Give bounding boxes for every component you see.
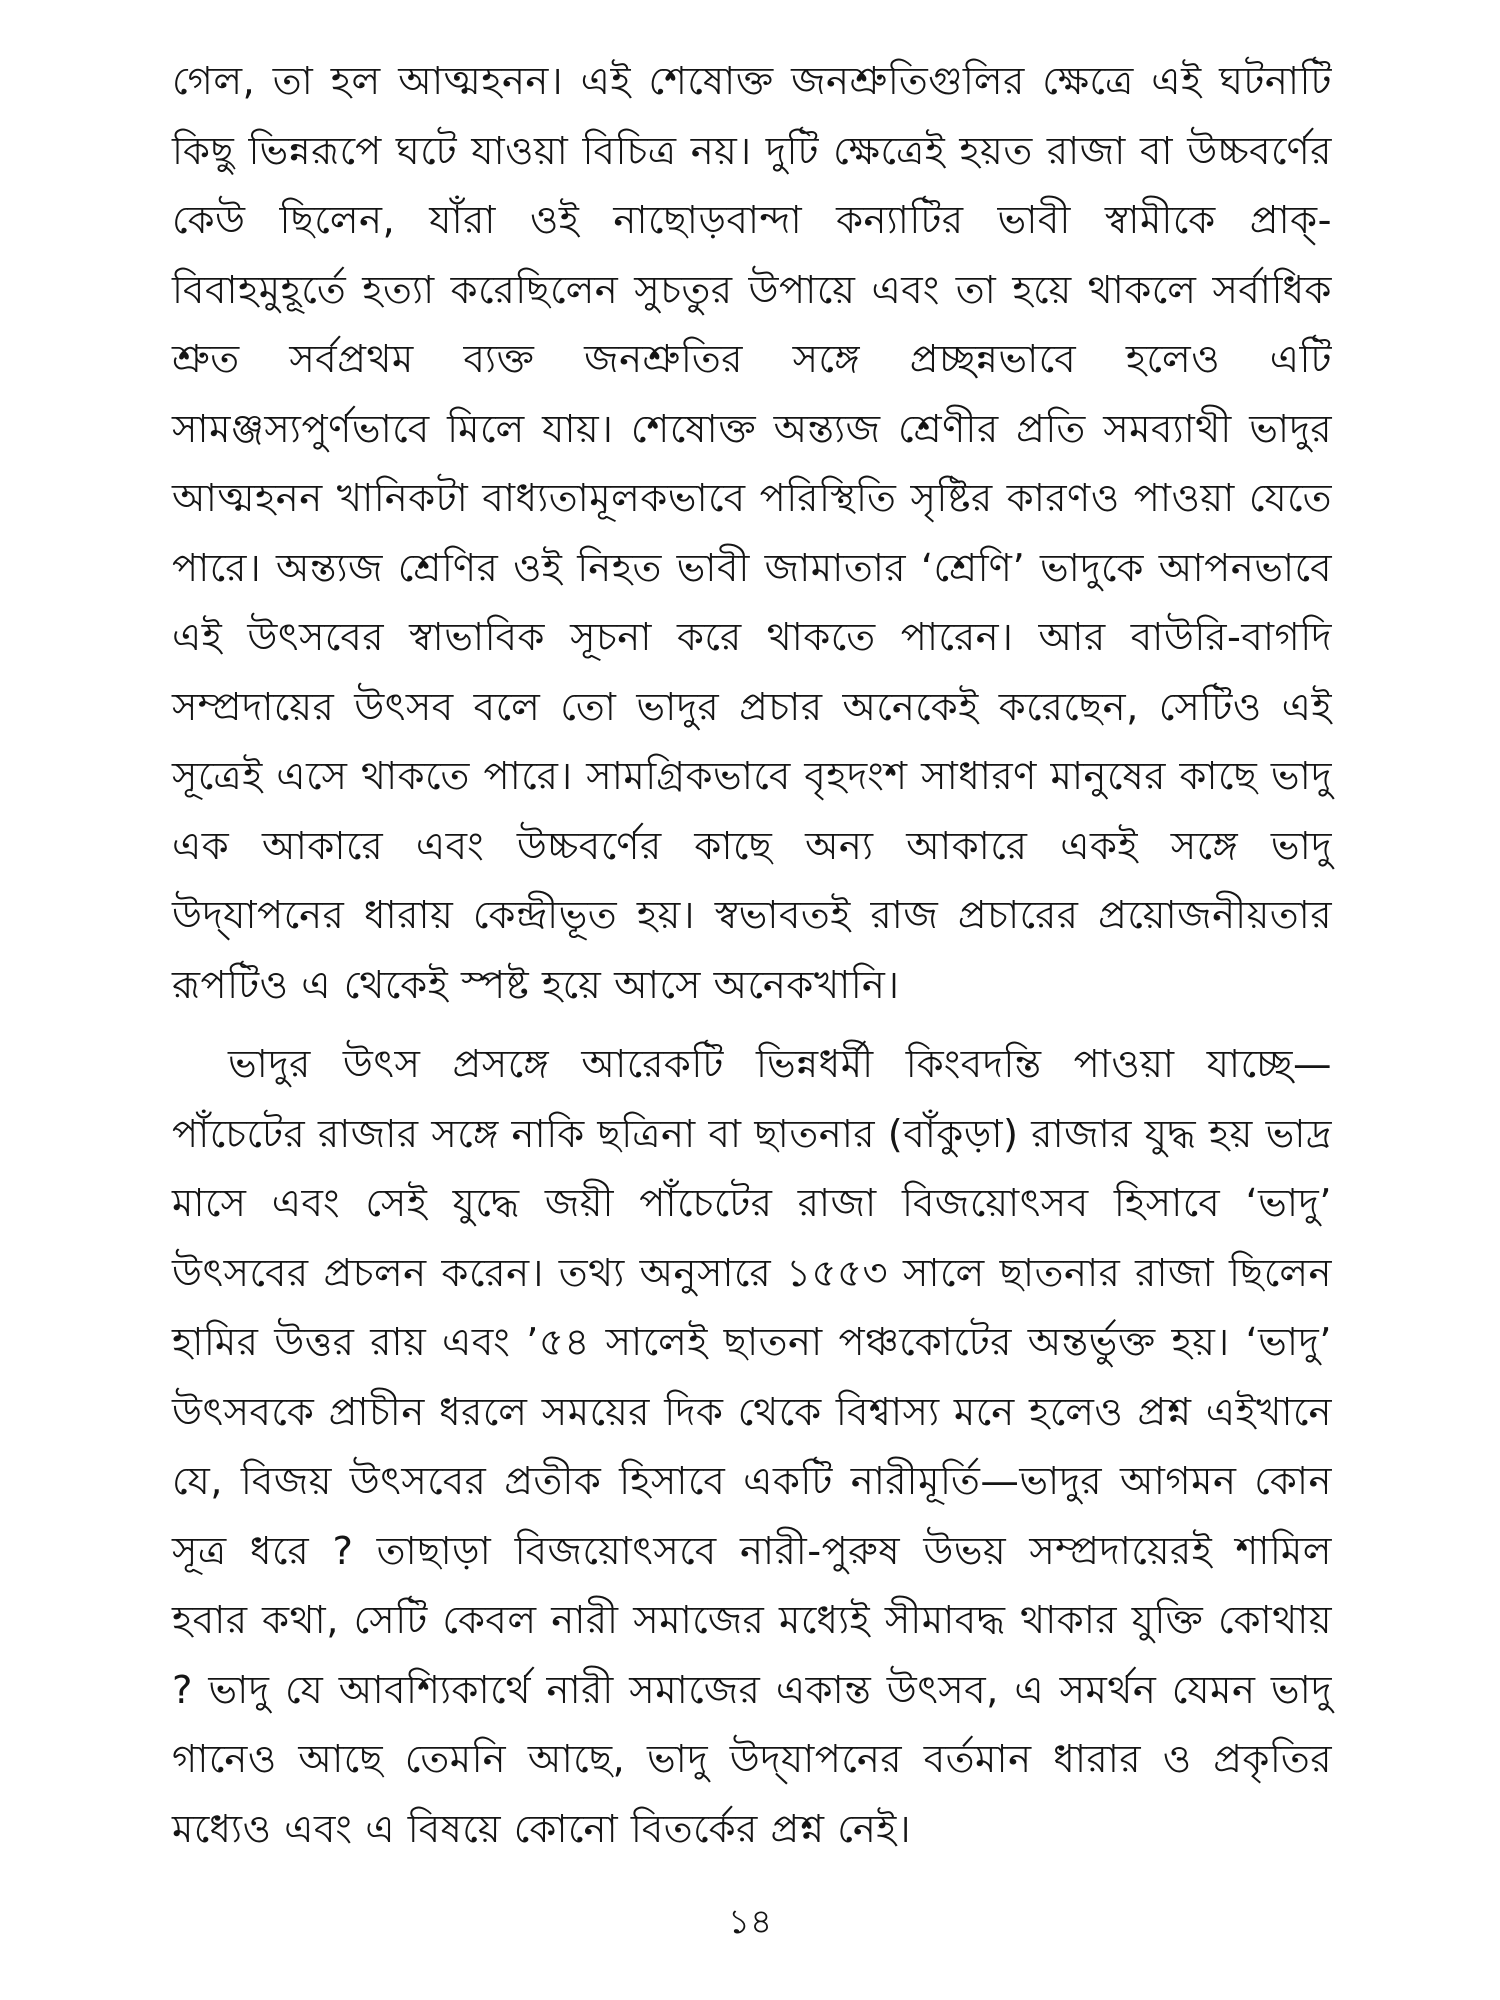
paragraph-2: ভাদুর উৎস প্রসঙ্গে আরেকটি ভিন্নধর্মী কিংবদন্তি পাওয়া যাচ্ছে— পাঁচেটের রাজার সঙ্গে নাকি ছত্রিনা বা ছাতনার (বাঁকুড়া) রাজার যুদ্ধ হয় ভাদ্র মাসে এবং সেই যুদ্ধে জয়ী পাঁচেটের রাজা বিজয়োৎসব হিসাবে ‘ভাদু’ উৎসবের প্রচলন করেন। তথ্য অনুসারে ১৫৫৩ সালে ছাতনার রাজা ছিলেন হামির উত্তর রায় এবং ’৫৪ সালেই ছাতনা পঞ্চকোটের অন্তর্ভুক্ত হয়। ‘ভাদু’ উৎসবকে প্রাচীন ধরলে সময়ের দিক থেকে বিশ্বাস্য মনে হলেও প্রশ্ন এইখানে যে, বিজয় উৎসবের প্রতীক হিসাবে একটি নারীমূর্তি—ভাদুর আগমন কোন সূত্র ধরে ? তাছাড়া বিজয়োৎসবে নারী-পুরুষ উভয় সম্প্রদায়েরই শামিল হবার কথা, সেটি কেবল নারী সমাজের মধ্যেই সীমাবদ্ধ থাকার যুক্তি কোথায় ? ভাদু যে আবশ্যিকার্থে নারী সমাজের একান্ত উৎসব, এ সমর্থন যেমন ভাদু গানেও আছে তেমনি আছে, ভাদু উদ্‌যাপনের বর্তমান ধারার ও প্রকৃতির মধ্যেও এবং এ বিষয়ে কোনো বিতর্কের প্রশ্ন নেই। (172, 1042, 1332, 1852)
paragraph-1: গেল, তা হল আত্মহনন। এই শেষোক্ত জনশ্রুতিগুলির ক্ষেত্রে এই ঘটনাটি কিছু ভিন্নরূপে ঘটে যাওয়া বিচিত্র নয়। দুটি ক্ষেত্রেই হয়ত রাজা বা উচ্চবর্ণের কেউ ছিলেন, যাঁরা ওই নাছোড়বান্দা কন্যাটির ভাবী স্বামীকে প্রাক্-বিবাহমুহূর্তে হত্যা করেছিলেন সুচতুর উপায়ে এবং তা হয়ে থাকলে সর্বাধিক শ্রুত সর্বপ্রথম ব্যক্ত জনশ্রুতির সঙ্গে প্রচ্ছন্নভাবে হলেও এটি সামঞ্জস্যপুর্ণভাবে মিলে যায়। শেষোক্ত অন্ত্যজ শ্রেণীর প্রতি সমব্যাথী ভাদুর আত্মহনন খানিকটা বাধ্যতামূলকভাবে পরিস্থিতি সৃষ্টির কারণও পাওয়া যেতে পারে। অন্ত্যজ শ্রেণির ওই নিহত ভাবী জামাতার ‘শ্রেণি’ ভাদুকে আপনভাবে এই উৎসবের স্বাভাবিক সূচনা করে থাকতে পারেন। আর বাউরি-বাগদি সম্প্রদায়ের উৎসব বলে তো ভাদুর প্রচার অনেকেই করেছেন, সেটিও এই সূত্রেই এসে থাকতে পারে। সামগ্রিকভাবে বৃহদংশ সাধারণ মানুষের কাছে ভাদু এক আকারে এবং উচ্চবর্ণের কাছে অন্য আকারে একই সঙ্গে ভাদু উদ্‌যাপনের ধারায় কেন্দ্রীভূত হয়। স্বভাবতই রাজ প্রচারের প্রয়োজনীয়তার রূপটিও এ থেকেই স্পষ্ট হয়ে আসে অনেকখানি। (172, 59, 1332, 1008)
page-number: ১৪ (727, 1902, 773, 1942)
